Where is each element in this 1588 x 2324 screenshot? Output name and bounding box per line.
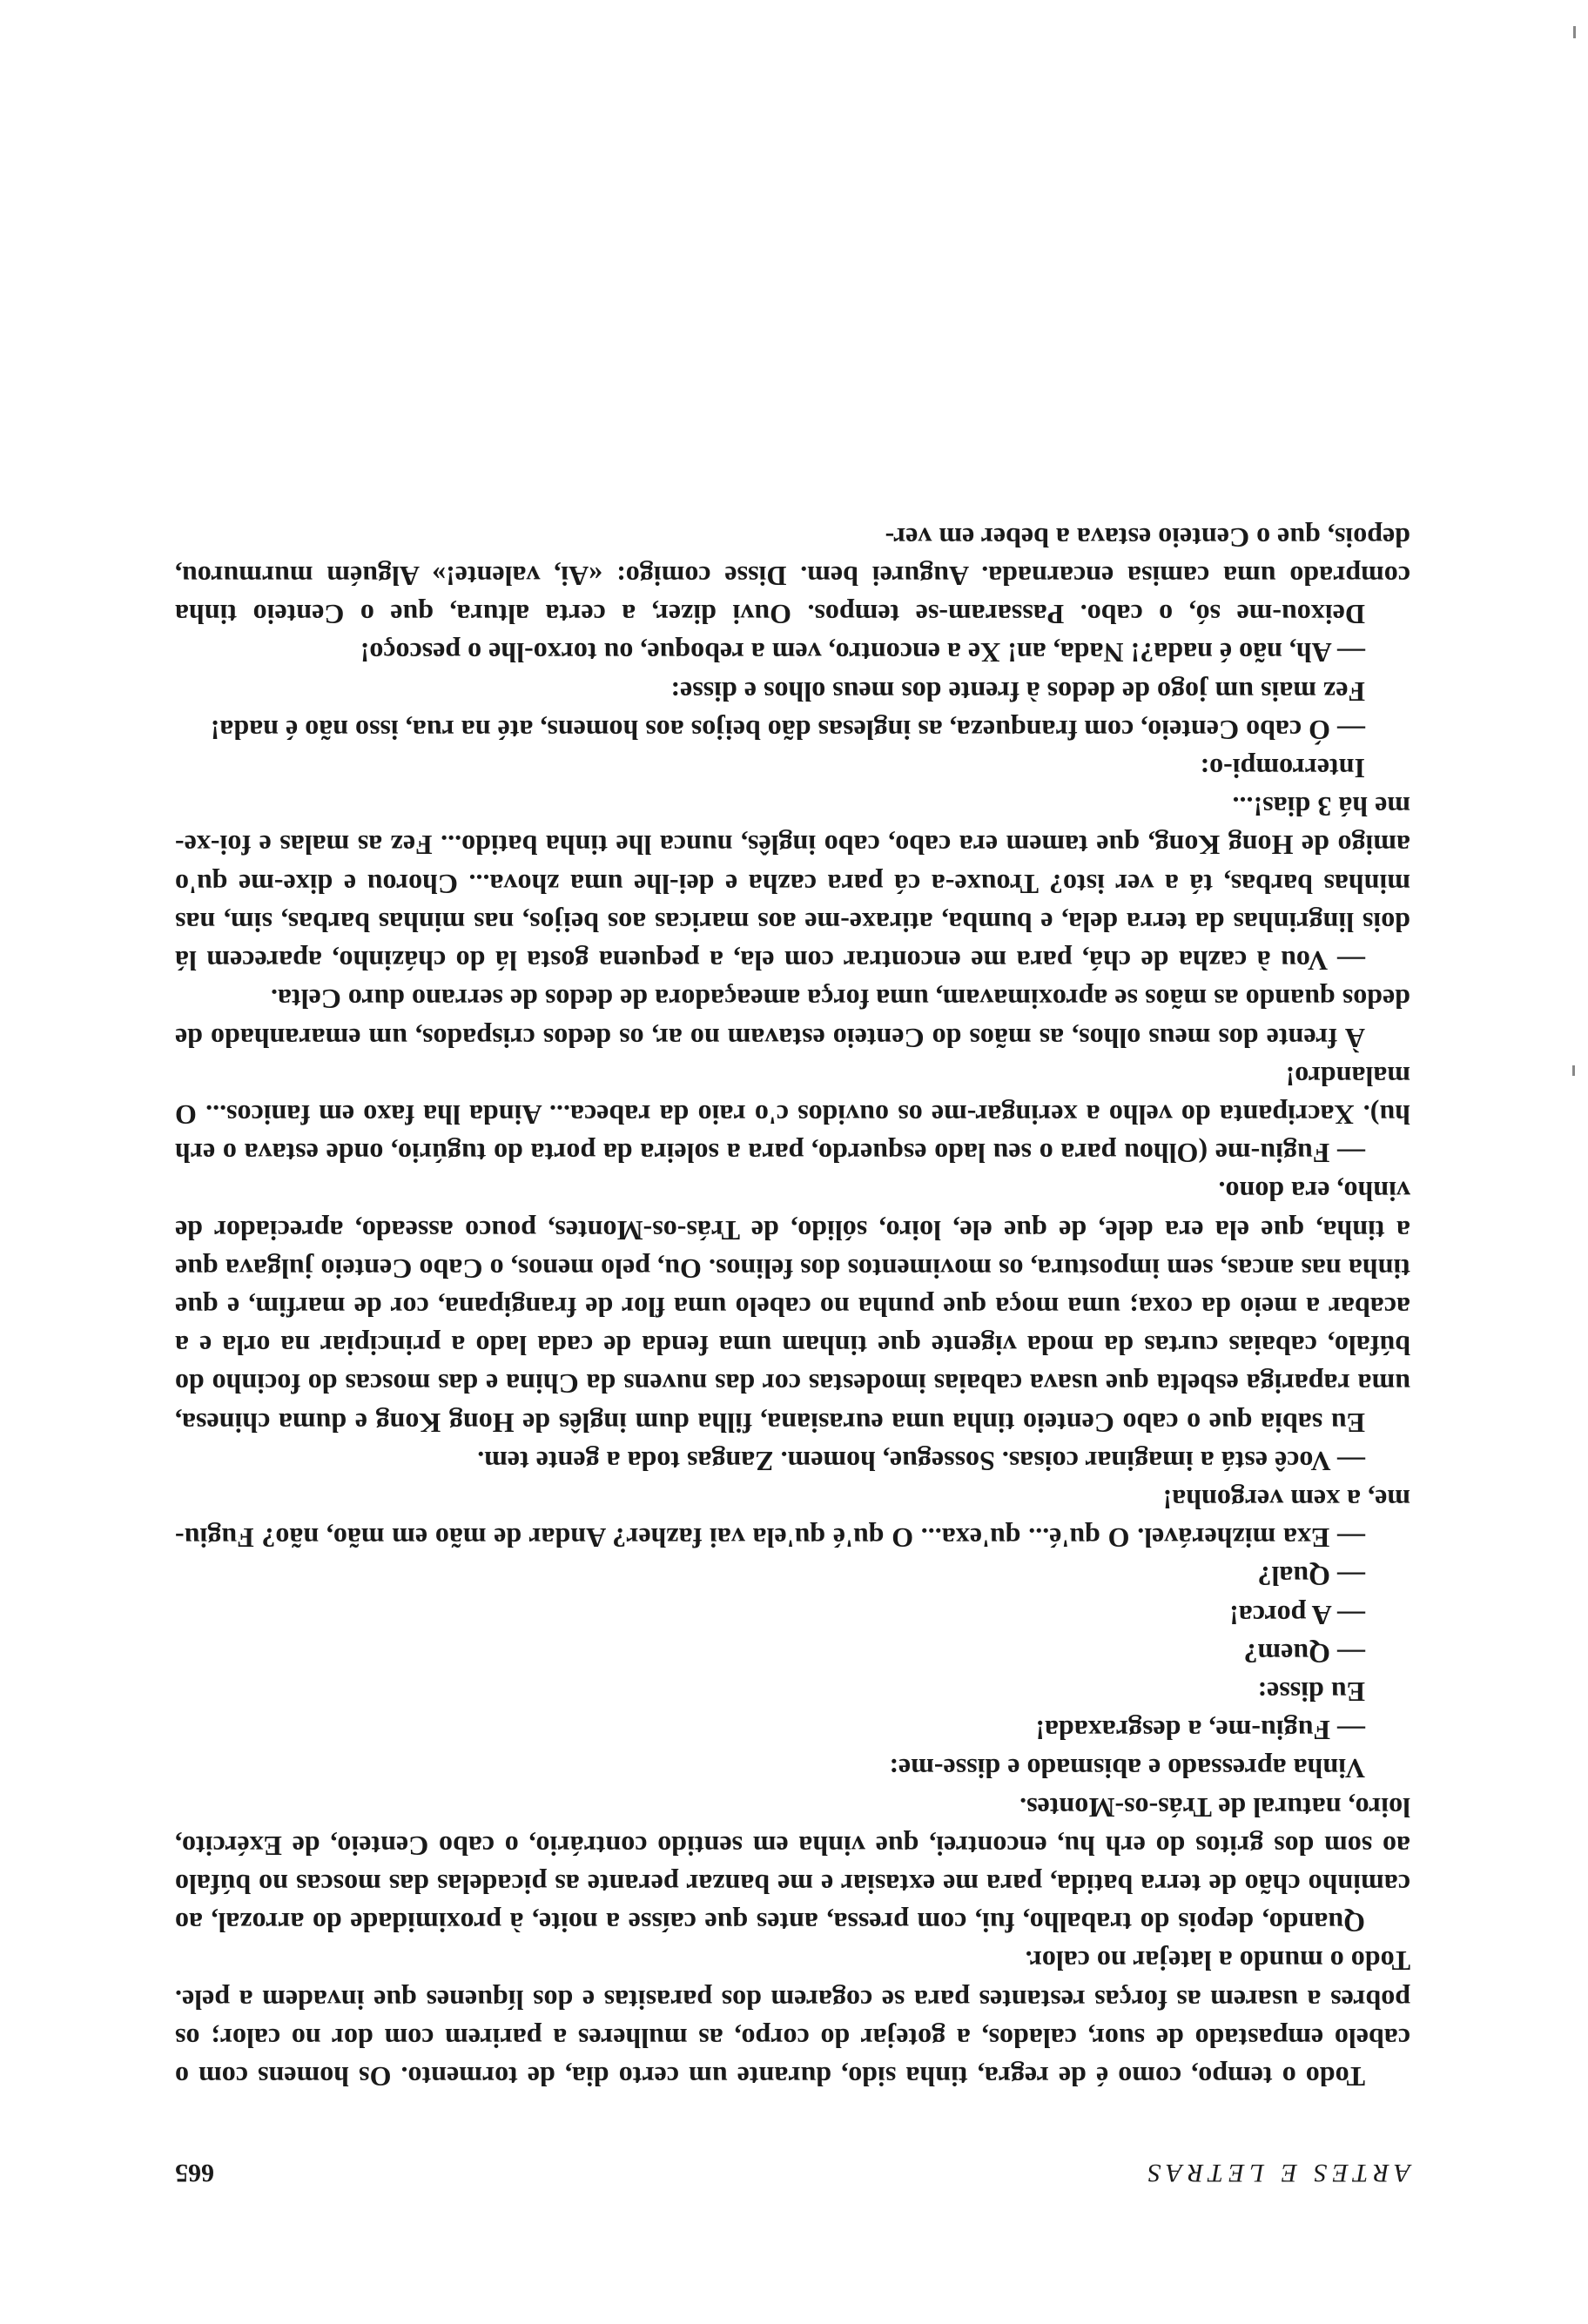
paragraph: — Ah, não é nada?! Nada, an! Xe a encontro, vem a reboque, ou torxo-lhe o pescoço! [360,637,1365,669]
paragraph: Vinha apressado e abismado e disse-me: [889,1753,1365,1785]
page-number: 665 [175,2159,214,2187]
paragraph: Quando, depois do trabalho, fui, com pressa, antes que caísse a noite, à proximidade do arrozal, ao caminho chão de terra batida, para me extasiar e me banzar perante as picadelas das moscas no búfalo ao som dos gritos do erh hu, encontrei, que vinha em sentido contrário, o cabo Centeio, de Exército, loiro, natural de Trás-os-Montes. [175,1791,1410,1939]
paragraph: — A porca! [1229,1599,1365,1631]
paragraph: Todo o tempo, como é de regra, tinha sido, durante um certo dia, de tormento. Os homens com o cabelo empastado de suor, calados, a gotejar do corpo, as mulheres a parirem com dor no calor; os pobres a usarem as forças restantes para se cogarem dos parasitas e dos líquenes que invadem a pele. Todo o mundo a latejar no calor. [175,1945,1410,2092]
paragraph: Eu sabia que o cabo Centeio tinha uma eurasiana, filha dum inglês de Hong Kong e duma chinesa, uma rapariga esbelta que usava cabaias imodestas cor das nuvens da China e das moscas do focinho do búfalo, cabaias curtas da moda vigente que tinham uma fenda de cada lado a principiar na orla e a acabar a meio da coxa; uma moça que punha no cabelo uma flor de frangipana, cor de marfim, e que tinha nas ancas, sem impostura, os movimentos dos felinos. Ou, pelo menos, o Cabo Centeio julgava que a tinha, que ela era dele, de que ele, loiro, sólido, de Trás-os-Montes, pouco asseado, apreciador de vinho, era dono. [175,1176,1410,1439]
paragraph: — Vou à cazha de chá, para me encontrar com ela, a pequena gosta lá do cházinho, aparecem lá dois lingrinhas da terra dela, e bumba, atiraxe-me aos maricas aos beijos, nas minhas barbas, sim, nas minhas barbas, tá a ver isto? Trouxe-a cá para cazha e dei-lhe uma zhova... Chorou e dixe-me qu'o amigo de Hong Kong, que tamem era cabo, cabo inglês, nunca lhe tinha batido... Fez as malas e foi-xe-me há 3 dias!... [175,791,1410,977]
article-body [175,519,1410,2096]
paragraph: Interrompi-o: [1200,753,1365,785]
paragraph: — Fugiu-me, a desgraxada! [1035,1715,1365,1747]
paragraph: — Você está a imaginar coisas. Sossegue, homem. Zangas toda a gente tem. [477,1445,1365,1477]
paragraph: Fez mais um jogo de dedos à frente dos meus olhos e disse: [670,675,1365,708]
paragraph: — Qual? [1257,1561,1365,1593]
paragraph: — Ó cabo Centeio, com franqueza, as inglesas dão beijos aos homens, até na rua, isso não é nada! [210,714,1365,746]
paragraph: — Exa mizherável. O qu'é... qu'exa... O qu'é qu'ela vai fazher? Andar de mão em mão, não? Fugiu-me, a xem vergonha! [175,1483,1410,1555]
paragraph: À frente dos meus olhos, as mãos do Centeio estavam no ar, os dedos crispados, um emaranhado de dedos quando as mãos se aproximavam, uma força ameaçadora de dedos de serrano duro Celta. [175,984,1410,1054]
paragraph: — Fugiu-me (Olhou para o seu lado esquerdo, para a soleira da porta do tugúrio, onde estava o erh hu). Xacripanta do velho a xeringar-me os ouvidos c'o raio da rabeca... Ainda lha faxo em fanicos... O malandro! [175,1060,1410,1170]
paragraph: Eu disse: [1257,1676,1365,1708]
running-title: ARTES E LETRAS [1142,2159,1410,2187]
page-header [175,2153,1410,2187]
paragraph: Deixou-me só, o cabo. Passaram-se tempos. Ouvi dizer, a certa altura, que o Centeio tinha comprado uma camisa encarnada. Augurei bem. Disse comigo: «Ai, valente!» Alguém murmurou, depois, que o Centeio estava a beber em ver- [175,521,1410,631]
paragraph: — Quem? [1243,1637,1365,1669]
